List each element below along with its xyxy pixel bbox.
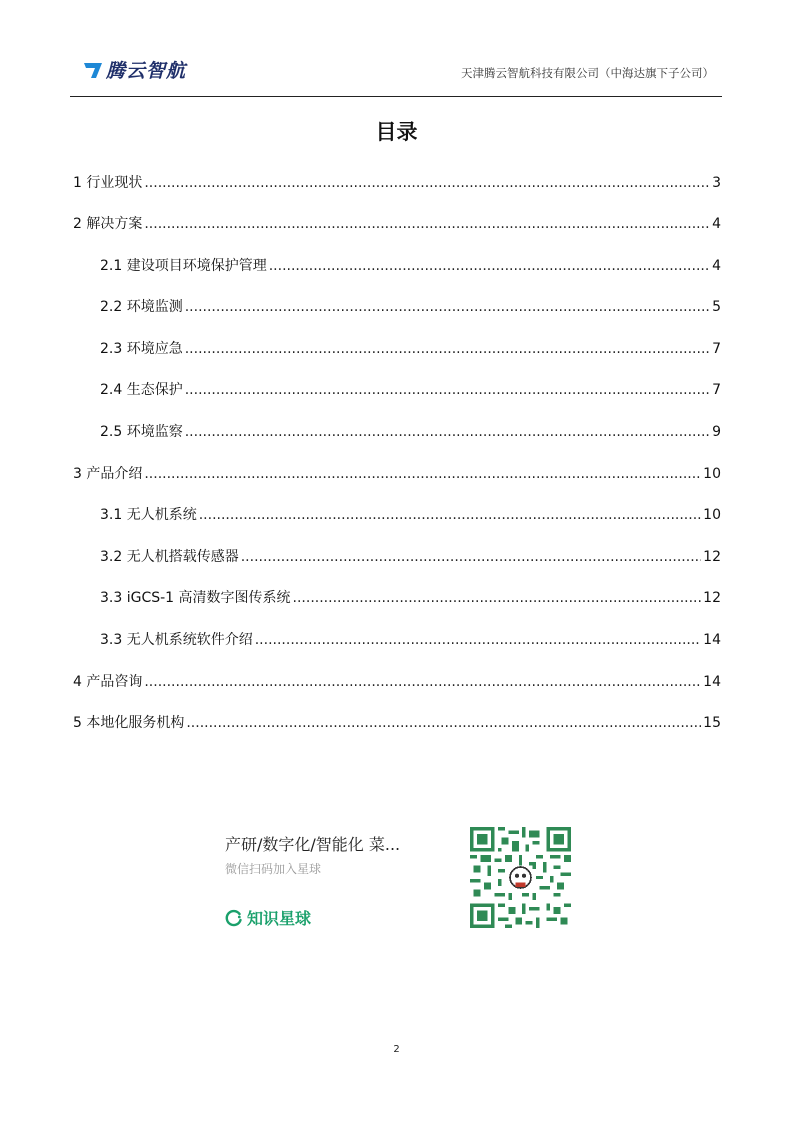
toc-entry-label: 1 行业现状 [73,175,143,191]
logo-text: 腾云智航 [106,60,187,82]
page-header [70,54,722,96]
toc-entry[interactable] [73,213,721,233]
toc-entry[interactable] [100,421,721,441]
toc-leader-dots [293,590,702,606]
toc-entry-label: 3.3 无人机系统软件介绍 [100,632,253,648]
toc-entry[interactable] [100,546,721,566]
toc-entry-label: 5 本地化服务机构 [73,715,185,731]
toc-entry[interactable] [100,504,721,524]
toc-entry-label: 3 产品介绍 [73,466,143,482]
toc-leader-dots [144,216,710,232]
toc-entry-page: 3 [712,175,721,191]
toc-entry-page: 10 [703,507,721,523]
toc-entry[interactable] [73,712,721,732]
toc-leader-dots [144,674,701,690]
toc-entry[interactable] [100,255,721,275]
toc-entry-label: 3.2 无人机搭载传感器 [100,549,239,565]
toc-entry-label: 2.1 建设项目环境保护管理 [100,258,267,274]
promo-title: 产研/数字化/智能化 菜... [225,835,401,854]
toc-title: 目录 [375,120,418,144]
toc-entry-page: 4 [712,216,721,232]
toc-leader-dots [241,549,701,565]
toc-leader-dots [185,382,710,398]
toc-entry-page: 9 [712,424,721,440]
toc-leader-dots [185,341,710,357]
toc-leader-dots [144,175,710,191]
toc-entry-label: 2.5 环境监察 [100,424,183,440]
toc-entry[interactable] [73,671,721,691]
toc-entry-page: 12 [703,590,721,606]
qr-code-icon[interactable] [470,827,571,928]
toc-leader-dots [255,632,701,648]
toc-entry-page: 7 [712,341,721,357]
toc-entry-page: 10 [703,466,721,482]
company-name: 天津腾云智航科技有限公司（中海达旗下子公司） [461,66,714,80]
toc-leader-dots [185,424,710,440]
toc-leader-dots [186,715,701,731]
toc-entry-label: 4 产品咨询 [73,674,143,690]
company-logo [82,56,186,83]
toc-entry-page: 15 [703,715,721,731]
promo-subtitle: 微信扫码加入星球 [225,862,322,876]
toc-entry-label: 2 解决方案 [73,216,143,232]
toc-entry-page: 14 [703,674,721,690]
toc-entry-page: 12 [703,549,721,565]
toc-entry-label: 2.4 生态保护 [100,382,183,398]
toc-entry[interactable] [100,629,721,649]
toc-entry-label: 2.3 环境应急 [100,341,183,357]
toc-entry-page: 5 [712,299,721,315]
toc-entry[interactable] [73,172,721,192]
toc-entry[interactable] [73,463,721,483]
knowledge-planet-promo [225,826,575,931]
toc-entry[interactable] [100,379,721,399]
toc-entry-page: 14 [703,632,721,648]
page-number: 2 [393,1044,400,1055]
toc-entry-label: 2.2 环境监测 [100,299,183,315]
toc-leader-dots [185,299,710,315]
toc-entry-page: 7 [712,382,721,398]
toc-entry[interactable] [100,296,721,316]
toc-entry[interactable] [100,338,721,358]
toc-entry-label: 3.1 无人机系统 [100,507,197,523]
toc-entry-page: 4 [712,258,721,274]
header-divider [70,96,722,97]
toc-leader-dots [199,507,701,523]
seven-slash-logo-icon [82,60,104,80]
toc-entry-label: 3.3 iGCS-1 高清数字图传系统 [100,590,291,606]
promo-brand-text: 知识星球 [247,909,312,928]
planet-ring-icon [225,909,243,927]
toc-entry[interactable] [100,587,721,607]
toc-leader-dots [144,466,701,482]
toc-leader-dots [269,258,710,274]
promo-brand [225,906,311,929]
